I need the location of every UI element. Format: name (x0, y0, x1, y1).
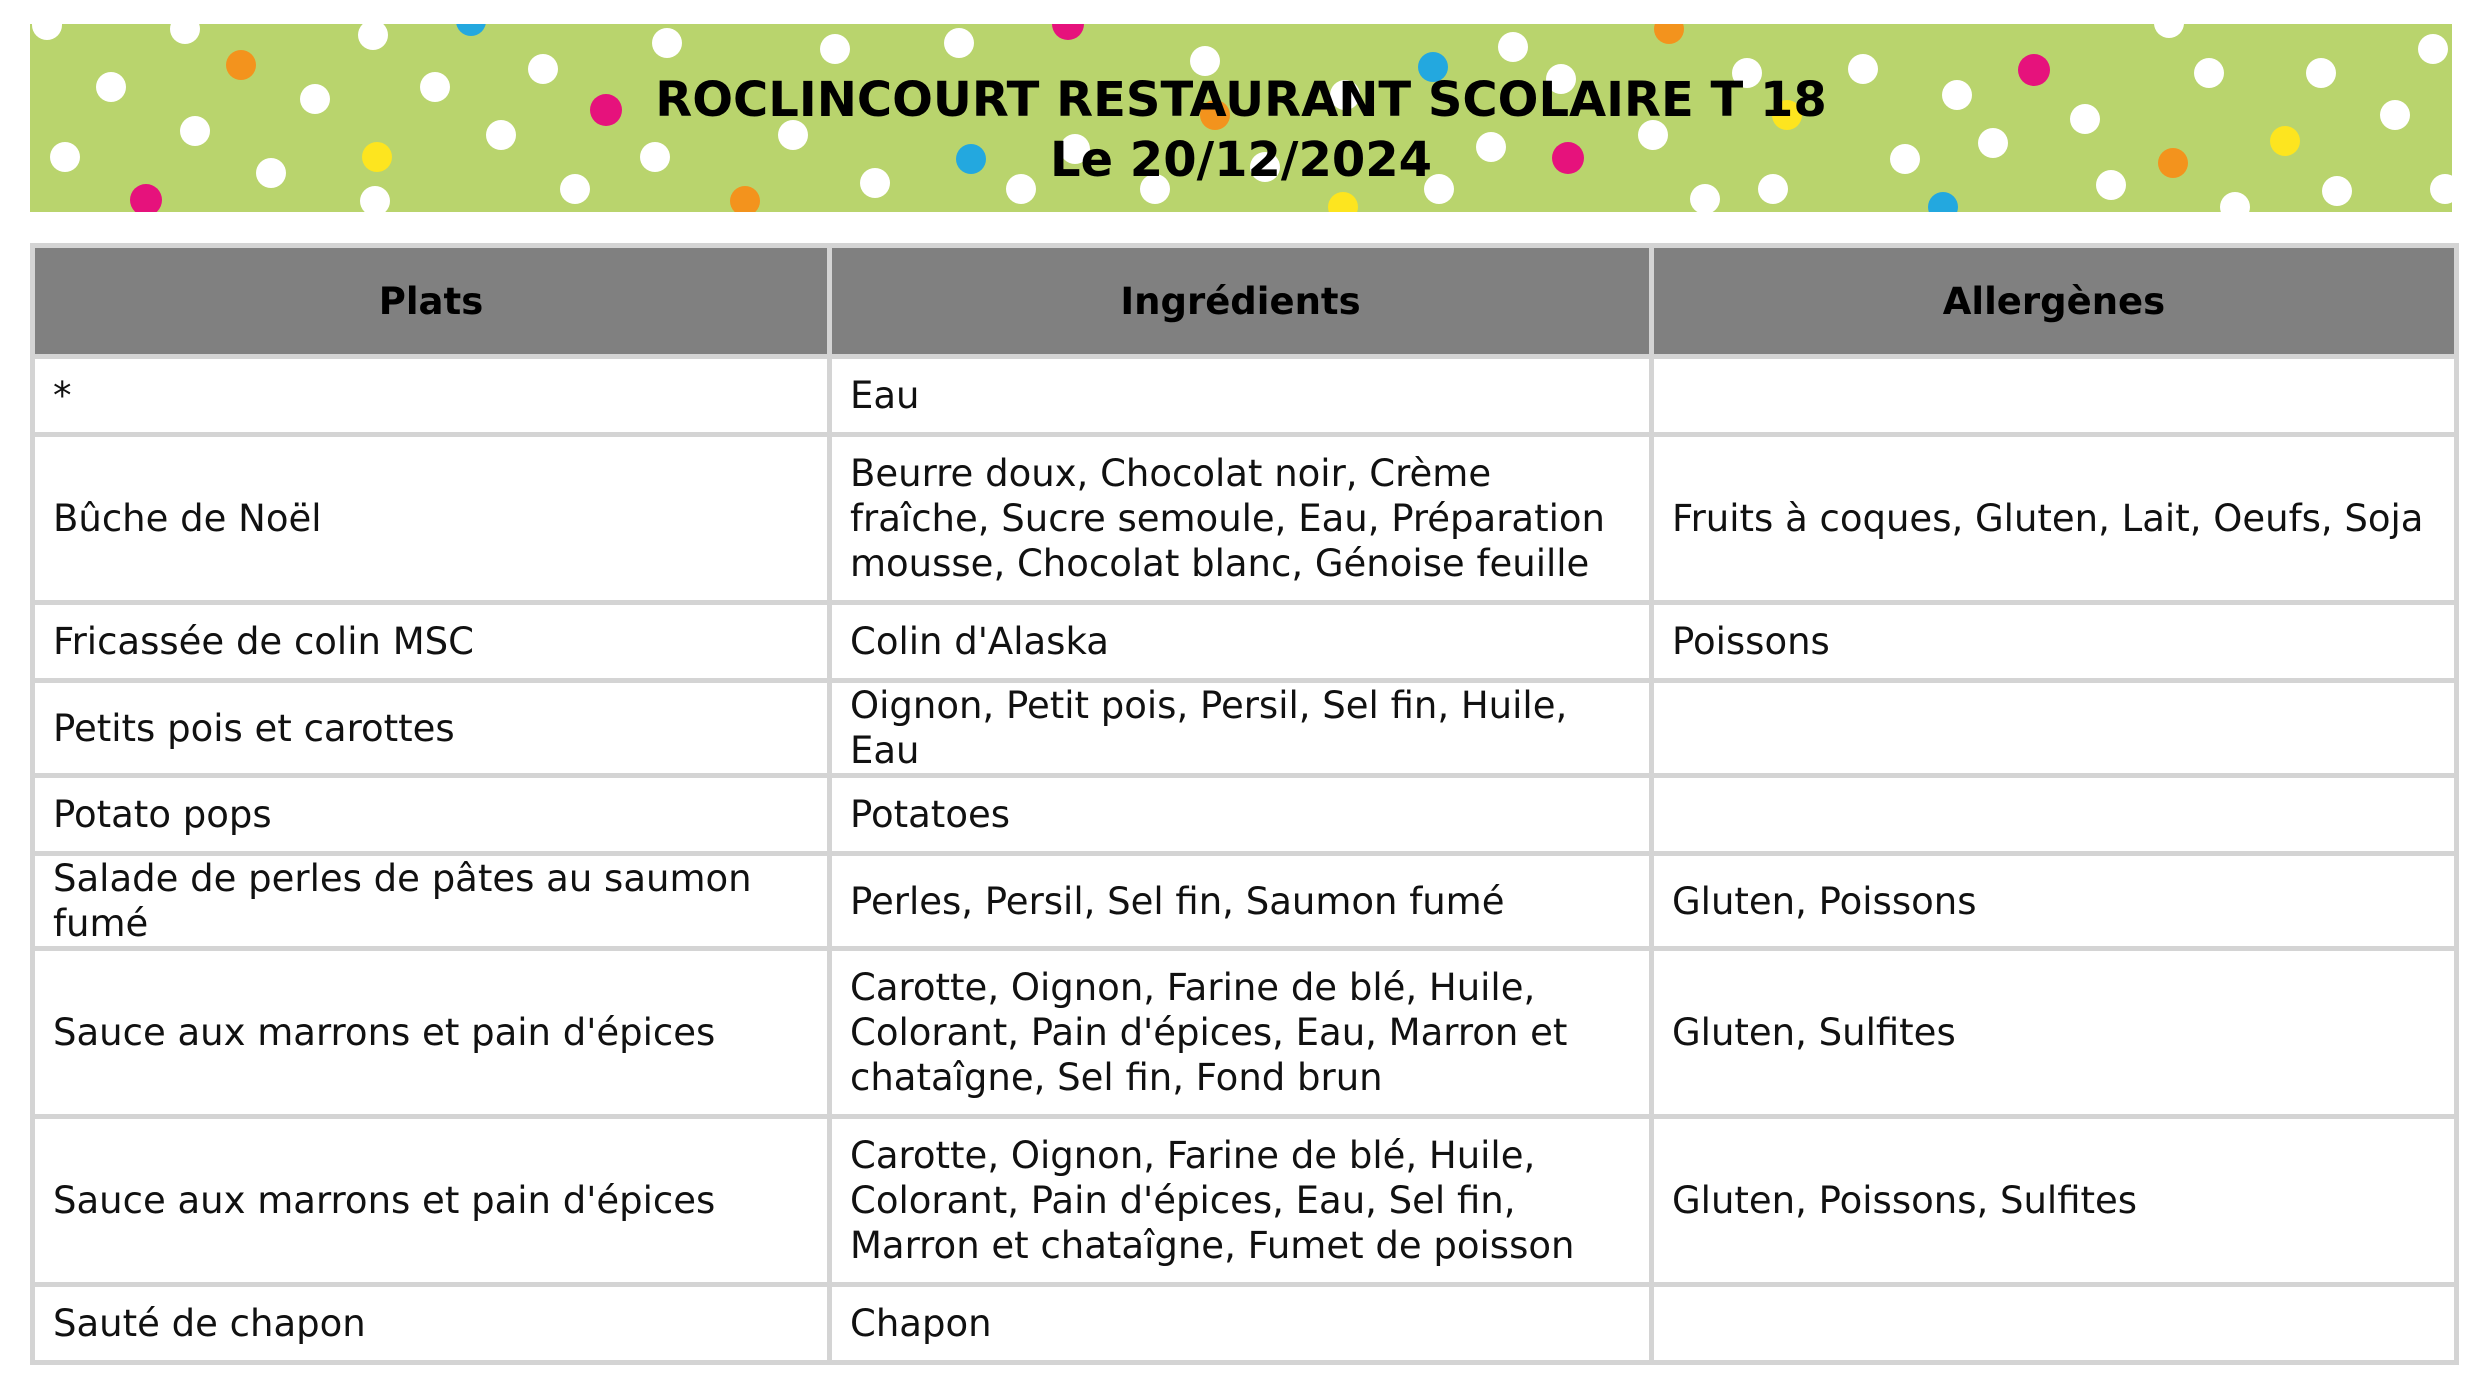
cell-ingredients: Beurre doux, Chocolat noir, Crème fraîche, Sucre semoule, Eau, Préparation mousse, Chocolat blanc, Génoise feuille (830, 435, 1652, 603)
table-row (33, 854, 2457, 949)
cell-plat: Fricassée de colin MSC (33, 603, 830, 681)
cell-plat: Sauté de chapon (33, 1285, 830, 1363)
cell-allergenes (1652, 681, 2457, 776)
table-row (33, 357, 2457, 435)
cell-plat: Sauce aux marrons et pain d'épices (33, 1117, 830, 1285)
column-header-plats: Plats (33, 246, 830, 357)
cell-allergenes: Poissons (1652, 603, 2457, 681)
cell-allergenes: Gluten, Poissons, Sulfites (1652, 1117, 2457, 1285)
cell-allergenes (1652, 357, 2457, 435)
restaurant-name: ROCLINCOURT RESTAURANT SCOLAIRE T 18 (655, 72, 1827, 128)
cell-allergenes: Fruits à coques, Gluten, Lait, Oeufs, Soja (1652, 435, 2457, 603)
cell-ingredients: Oignon, Petit pois, Persil, Sel fin, Huile, Eau (830, 681, 1652, 776)
cell-ingredients: Eau (830, 357, 1652, 435)
table-row (33, 949, 2457, 1117)
cell-allergenes (1652, 1285, 2457, 1363)
table-row (33, 435, 2457, 603)
cell-plat: Sauce aux marrons et pain d'épices (33, 949, 830, 1117)
page-title (30, 70, 2452, 190)
cell-plat: Salade de perles de pâtes au saumon fumé (33, 854, 830, 949)
table-header-row (33, 246, 2457, 357)
cell-plat: * (33, 357, 830, 435)
cell-allergenes (1652, 776, 2457, 854)
header-banner (30, 24, 2452, 212)
table-row (33, 1117, 2457, 1285)
table-row (33, 681, 2457, 776)
cell-allergenes: Gluten, Poissons (1652, 854, 2457, 949)
cell-ingredients: Colin d'Alaska (830, 603, 1652, 681)
menu-table (30, 243, 2459, 1365)
table-row (33, 776, 2457, 854)
menu-date: Le 20/12/2024 (1049, 132, 1433, 188)
table-row (33, 1285, 2457, 1363)
cell-plat: Potato pops (33, 776, 830, 854)
cell-ingredients: Carotte, Oignon, Farine de blé, Huile, Colorant, Pain d'épices, Eau, Sel fin, Marron et chataîgne, Fumet de poisson (830, 1117, 1652, 1285)
column-header-ingredients: Ingrédients (830, 246, 1652, 357)
cell-plat: Bûche de Noël (33, 435, 830, 603)
cell-plat: Petits pois et carottes (33, 681, 830, 776)
cell-ingredients: Perles, Persil, Sel fin, Saumon fumé (830, 854, 1652, 949)
cell-ingredients: Potatoes (830, 776, 1652, 854)
cell-ingredients: Carotte, Oignon, Farine de blé, Huile, Colorant, Pain d'épices, Eau, Marron et chataîgne, Sel fin, Fond brun (830, 949, 1652, 1117)
table-row (33, 603, 2457, 681)
cell-ingredients: Chapon (830, 1285, 1652, 1363)
column-header-allergenes: Allergènes (1652, 246, 2457, 357)
cell-allergenes: Gluten, Sulfites (1652, 949, 2457, 1117)
